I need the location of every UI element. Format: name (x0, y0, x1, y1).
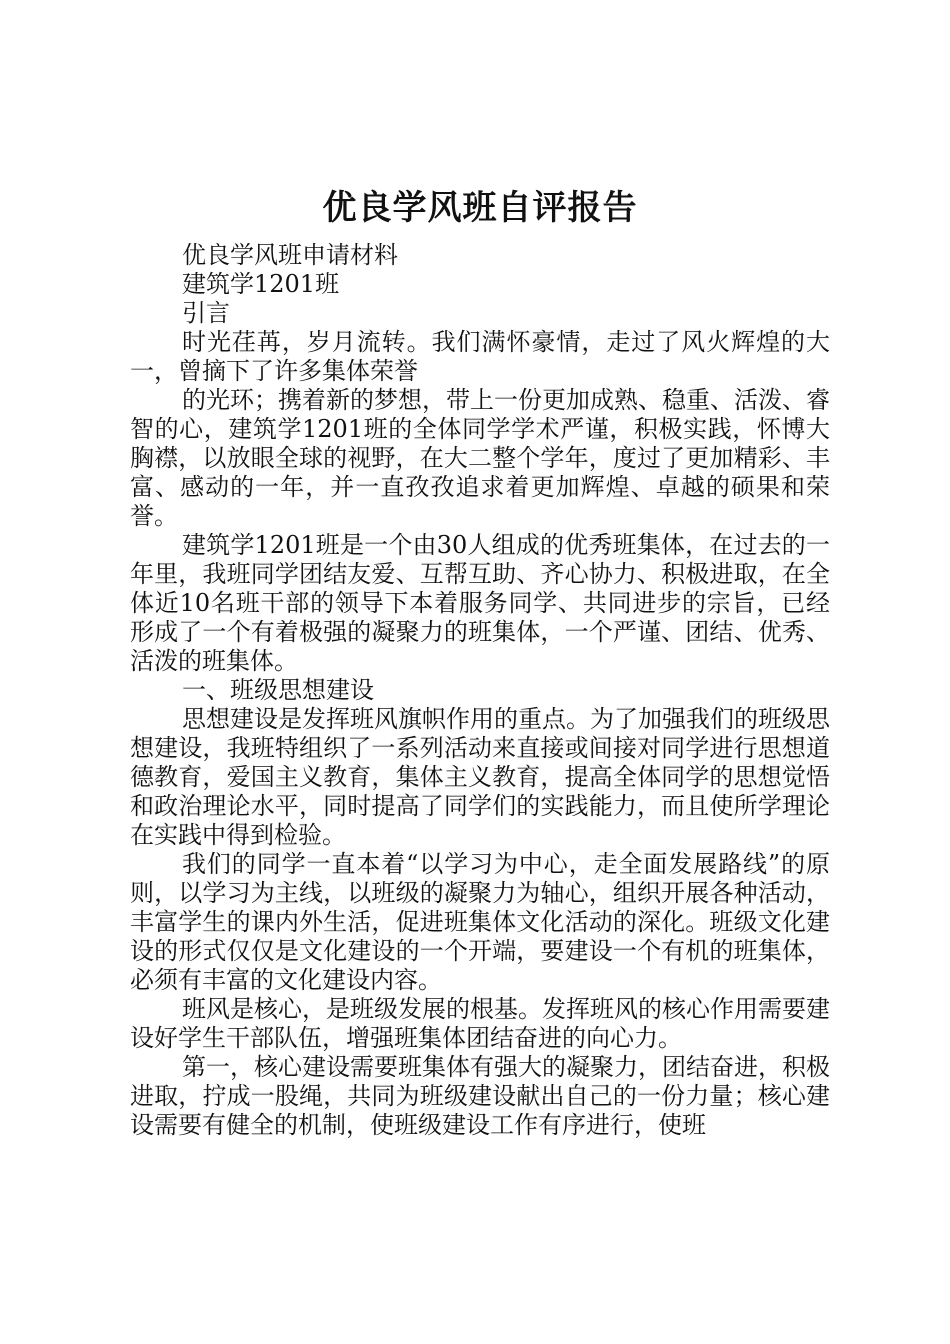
subtitle-application: 优良学风班申请材料 (182, 241, 398, 269)
subtitle-introduction: 引言 (182, 299, 230, 327)
section-paragraph-2: 我们的同学一直本着“以学习为中心，走全面发展路线”的原则，以学习为主线，以班级的凝聚力为轴心，组织开展各种活动，丰富学生的课内外生活，促进班集体文化活动的深化。班级文化建设的形式仅仅是文化建设的一个开端，要建设一个有机的班集体，必须有丰富的文化建设内容。 (130, 850, 830, 994)
document-title: 优良学风班自评报告 (322, 188, 638, 228)
subtitle-class: 建筑学1201班 (182, 270, 340, 298)
section-heading: 一、班级思想建设 (182, 676, 374, 704)
intro-paragraph-2: 的光环；携着新的梦想，带上一份更加成熟、稳重、活泼、睿智的心，建筑学1201班的全体同学学术严谨，积极实践，怀博大胸襟，以放眼全球的视野，在大二整个学年，度过了更加精彩、丰富、感动的一年，并一直孜孜追求着更加辉煌、卓越的硕果和荣誉。 (130, 386, 830, 530)
intro-paragraph-3: 建筑学1201班是一个由30人组成的优秀班集体，在过去的一年里，我班同学团结友爱、互帮互助、齐心协力、积极进取，在全体近10名班干部的领导下本着服务同学、共同进步的宗旨，已经形成了一个有着极强的凝聚力的班集体，一个严谨、团结、优秀、活泼的班集体。 (130, 531, 830, 675)
section-paragraph-4: 第一，核心建设需要班集体有强大的凝聚力，团结奋进，积极进取，拧成一股绳，共同为班级建设献出自己的一份力量；核心建设需要有健全的机制，使班级建设工作有序进行，使班 (130, 1053, 830, 1139)
intro-paragraph-1: 时光荏苒，岁月流转。我们满怀豪情，走过了风火辉煌的大一，曾摘下了许多集体荣誉 (130, 328, 830, 385)
document-page (130, 183, 830, 1140)
section-paragraph-3: 班风是核心，是班级发展的根基。发挥班风的核心作用需要建设好学生干部队伍，增强班集体团结奋进的向心力。 (130, 995, 830, 1052)
section-paragraph-1: 思想建设是发挥班风旗帜作用的重点。为了加强我们的班级思想建设，我班特组织了一系列活动来直接或间接对同学进行思想道德教育，爱国主义教育，集体主义教育，提高全体同学的思想觉悟和政治理论水平，同时提高了同学们的实践能力，而且使所学理论在实践中得到检验。 (130, 705, 830, 849)
